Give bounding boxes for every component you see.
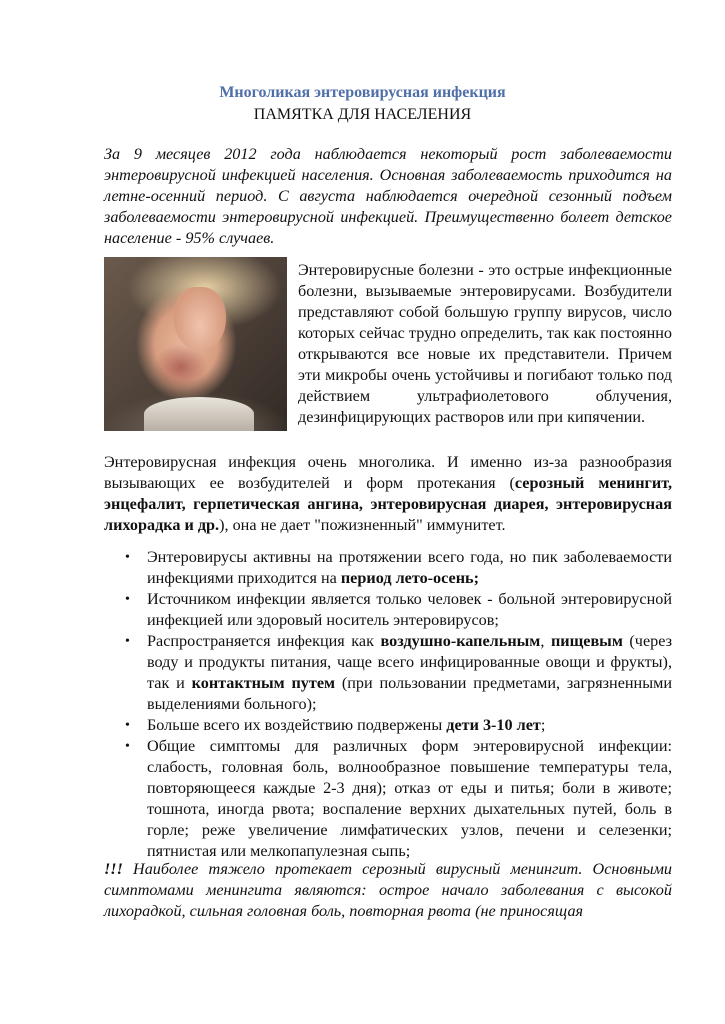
child-collar-shape: [144, 397, 254, 431]
list-item-bold: контактным путем: [191, 674, 336, 692]
para2-forms-bold: серозный менингит, энцефалит, герпетическая ангина, энтеровирусная диарея, энтеровирусная лихорадка и др.: [104, 474, 672, 534]
para2-text-1: Энтеровирусная инфекция очень многолика. И именно из-за разнообразия вызывающих ее возбудителей и форм протекания (: [104, 453, 672, 492]
meningitis-text: Наиболее тяжело протекает серозный вирусный менингит. Основными симптомами менингита являются: острое начало заболевания с высокой лихорадкой, сильная головная боль, повторная рвота (не приносящая: [104, 860, 672, 920]
infection-forms-paragraph: [104, 452, 672, 536]
list-item-text: (при пользовании предметами, загрязненными выделениями больного);: [147, 674, 672, 713]
list-item: [104, 736, 672, 862]
bullet-icon: •: [125, 718, 130, 733]
bullet-icon: •: [125, 739, 130, 754]
list-item-bold: воздушно-капельным: [380, 632, 541, 650]
child-photo: [104, 257, 287, 431]
list-item-bold: дети 3-10 лет: [446, 716, 541, 734]
list-item: [104, 631, 672, 715]
list-item-text: ,: [540, 632, 551, 650]
exclamation-mark: !!!: [104, 860, 123, 878]
child-hand-shape: [174, 287, 226, 351]
para2-text-2: ), она не дает "пожизненный" иммунитет.: [219, 516, 506, 534]
list-item-bold: пищевым: [550, 632, 623, 650]
list-item-text: Общие симптомы для различных форм энтеровирусной инфекции: слабость, головная боль, волнообразное повышение температуры тела, повторяющееся каждые 2-3 дня); отказ от еды и питья; боли в животе; тошнота, иногда рвота; воспаление верхних дыхательных путей, боль в горле; реже увеличение лимфатических узлов, печени и селезенки; пятнистая или мелкопапулезная сыпь;: [147, 737, 672, 860]
enterovirus-description: Энтеровирусные болезни - это острые инфекционные болезни, вызываемые энтеровирусами. Возбудители представляют собой большую группу вирусов, число которых сейчас трудно определить, так как постоянно открываются все новые их представители. Причем эти микробы очень устойчивы и погибают только под действием ультрафиолетового облучения, дезинфицирующих растворов или при кипячении.: [298, 261, 672, 426]
facts-list: [104, 547, 672, 862]
list-item: [104, 589, 672, 631]
list-item-text: Больше всего их воздействию подвержены: [147, 716, 447, 734]
list-item-text: (через воду и продукты питания, чаще всего инфицированные овощи и фрукты), так и: [147, 632, 672, 692]
list-item: [104, 547, 672, 589]
list-item-text: Источником инфекции является только человек - больной энтеровирусной инфекцией или здоровый носитель энтеровирусов;: [147, 590, 672, 629]
intro-paragraph: За 9 месяцев 2012 года наблюдается некоторый рост заболеваемости энтеровирусной инфекцией населения. Основная заболеваемость приходится на летне-осенний период. С августа наблюдается очередной сезонный подъем заболеваемости энтеровирусной инфекцией. Преимущественно болеет детское население - 95% случаев.: [104, 145, 672, 247]
list-item-text: Распространяется инфекция как: [147, 632, 381, 650]
bullet-icon: •: [125, 634, 130, 649]
document-title: Многоликая энтеровирусная инфекция: [219, 84, 506, 101]
bullet-icon: •: [125, 592, 130, 607]
bullet-icon: •: [125, 550, 130, 565]
list-item-text: ;: [540, 716, 546, 734]
list-item: [104, 715, 672, 736]
list-item-text: Энтеровирусы активны на протяжении всего года, но пик заболеваемости инфекциями приходится на: [147, 548, 672, 587]
document-subtitle: ПАМЯТКА ДЛЯ НАСЕЛЕНИЯ: [253, 106, 472, 123]
list-item-bold: период лето-осень;: [340, 569, 479, 587]
meningitis-paragraph: [104, 859, 672, 922]
